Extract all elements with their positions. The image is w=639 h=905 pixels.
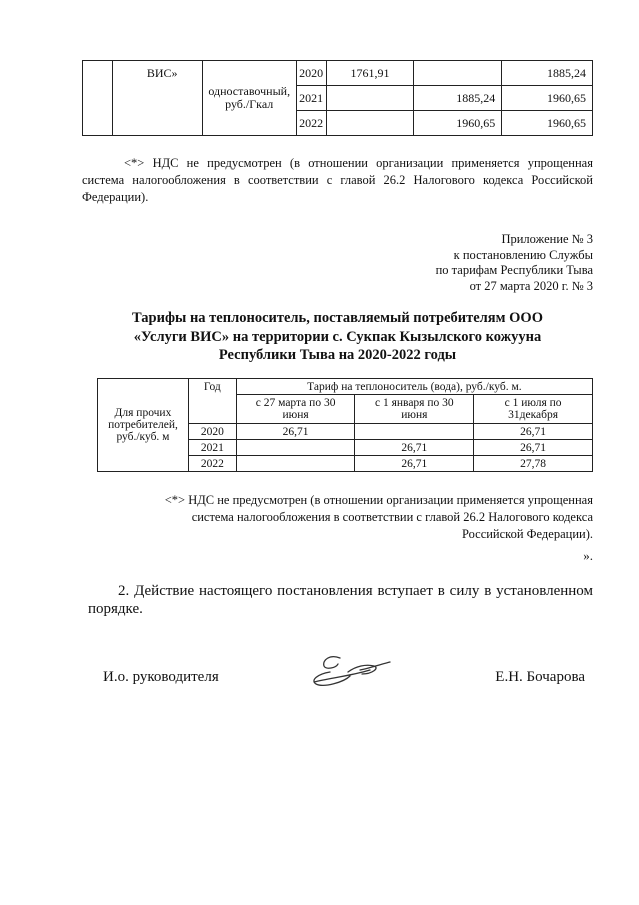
value-cell	[414, 61, 502, 86]
value-cell	[326, 86, 414, 111]
handwritten-signature	[300, 648, 400, 692]
title-line: Республики Тыва на 2020-2022 годы	[218, 347, 457, 363]
value-cell: 1960,65	[414, 111, 502, 136]
tariff-type-cell: одноставочный, руб./Гкал	[202, 61, 296, 136]
value-cell: 26,71	[236, 424, 355, 440]
year-header: Год	[188, 379, 236, 424]
title-line: Тарифы на теплоноситель, поставляемый потребителям ООО	[131, 310, 543, 326]
year-cell: 2021	[296, 86, 326, 111]
title-line: «Услуги ВИС» на территории с. Сукпак Кызылского кожууна	[133, 328, 542, 345]
signatory-position: И.о. руководителя	[103, 669, 219, 685]
tariff-table-heat	[82, 60, 593, 136]
appendix-date: от 27 марта 2020 г. № 3	[469, 278, 593, 293]
appendix-block	[300, 232, 593, 294]
vat-note-2: <*> НДС не предусмотрен (в отношении организации применяется упрощенная система налогообложения в соответствии с главой 26.2 Налогового кодекса Российской Федерации).	[164, 493, 593, 541]
value-cell: 26,71	[474, 440, 593, 456]
year-cell: 2022	[188, 456, 236, 472]
period-header: с 27 марта по 30 июня	[236, 395, 355, 424]
value-cell	[236, 440, 355, 456]
value-cell	[326, 111, 414, 136]
value-cell: 1960,65	[502, 86, 593, 111]
page-title	[82, 309, 593, 365]
value-cell	[236, 456, 355, 472]
appendix-ref: к постановлению Службы	[453, 247, 593, 262]
appendix-agency: по тарифам Республики Тыва	[435, 263, 593, 277]
value-cell: 26,71	[474, 424, 593, 440]
year-cell: 2022	[296, 111, 326, 136]
table-row	[83, 61, 593, 86]
value-cell: 1960,65	[502, 111, 593, 136]
consumer-cell: Для прочих потребителей, руб./куб. м	[98, 379, 189, 472]
year-cell: 2020	[188, 424, 236, 440]
clause-2: 2. Действие настоящего постановления вступает в силу в установленном порядке.	[88, 583, 593, 617]
value-cell: 26,71	[355, 440, 474, 456]
signatory-name: Е.Н. Бочарова	[495, 669, 585, 685]
value-cell: 1885,24	[502, 61, 593, 86]
value-cell: 1885,24	[414, 86, 502, 111]
value-cell	[355, 424, 474, 440]
org-cell: ВИС»	[112, 61, 202, 136]
period-header: с 1 июля по 31декабря	[474, 395, 593, 424]
value-cell: 26,71	[355, 456, 474, 472]
value-cell: 1761,91	[326, 61, 414, 86]
tariff-table-coolant	[97, 378, 593, 472]
vat-note-1: <*> НДС не предусмотрен (в отношении организации применяется упрощенная система налогообложения в соответствии с главой 26.2 Налогового кодекса Российской Федерации).	[82, 156, 593, 204]
table-row	[98, 379, 593, 395]
year-cell: 2020	[296, 61, 326, 86]
value-cell: 27,78	[474, 456, 593, 472]
tariff-group-header: Тариф на теплоноситель (вода), руб./куб. м.	[236, 379, 592, 395]
period-header: с 1 января по 30 июня	[355, 395, 474, 424]
year-cell: 2021	[188, 440, 236, 456]
closing-quote: ».	[583, 548, 593, 563]
appendix-number: Приложение № 3	[501, 232, 593, 246]
